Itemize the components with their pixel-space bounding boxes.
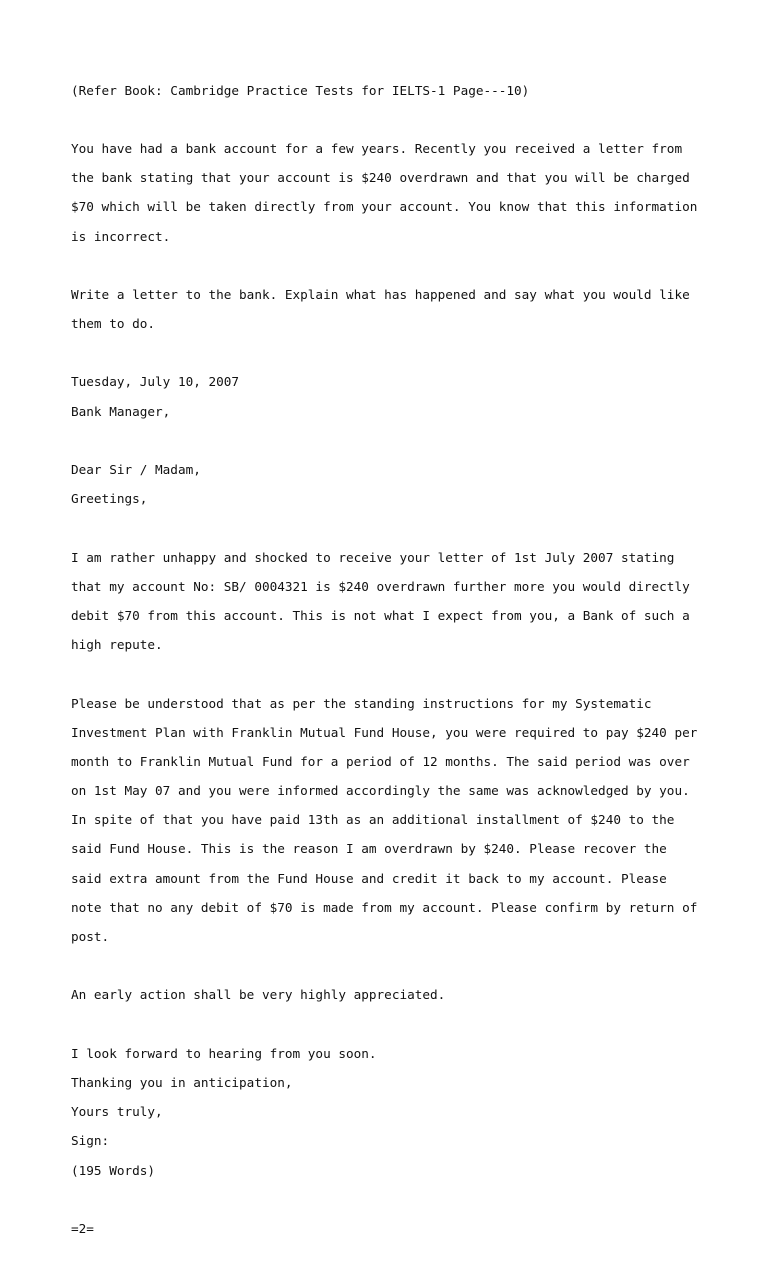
body-line: said Fund House. This is the reason I am overdrawn by $240. Please recover the <box>71 841 667 857</box>
body-line: Investment Plan with Franklin Mutual Fund House, you were required to pay $240 per <box>71 724 698 740</box>
body-line: debit $70 from this account. This is not what I expect from you, a Bank of such a <box>71 607 690 623</box>
task-line: is incorrect. <box>71 228 171 244</box>
body-paragraph-1 <box>71 536 751 667</box>
task-line: You have had a bank account for a few years. Recently you received a letter from <box>71 140 683 156</box>
body-line: high repute. <box>71 637 163 653</box>
letter-salutation: Dear Sir / Madam, <box>71 462 201 478</box>
body-line: said extra amount from the Fund House and credit it back to my account. Please <box>71 870 667 886</box>
task-line: $70 which will be taken directly from your account. You know that this information <box>71 199 698 215</box>
body-paragraph-2 <box>71 682 751 959</box>
task-line: the bank stating that your account is $240 overdrawn and that you will be charged <box>71 170 690 186</box>
letter-greeting: Greetings, <box>71 491 148 507</box>
task-line: them to do. <box>71 316 156 332</box>
task-paragraph-1 <box>71 127 751 258</box>
closing-line: Thanking you in anticipation, <box>71 1074 293 1090</box>
body-line: note that no any debit of $70 is made from my account. Please confirm by return of <box>71 899 698 915</box>
body-line: Please be understood that as per the standing instructions for my Systematic <box>71 695 652 711</box>
task-paragraph-2 <box>71 273 751 346</box>
body-line: on 1st May 07 and you were informed accordingly the same was acknowledged by you. <box>71 783 690 799</box>
task-line: Write a letter to the bank. Explain what has happened and say what you would like <box>71 286 690 302</box>
letter-header <box>71 361 751 434</box>
body-line: An early action shall be very highly appreciated. <box>71 987 446 1003</box>
page-marker: =2= <box>71 1220 94 1236</box>
letter-salutation-block <box>71 448 751 521</box>
word-count: (195 Words) <box>71 1162 156 1178</box>
signature-line: Sign: <box>71 1133 110 1149</box>
body-line: month to Franklin Mutual Fund for a period of 12 months. The said period was over <box>71 753 690 769</box>
letter-recipient: Bank Manager, <box>71 403 171 419</box>
page-marker-block <box>71 1207 751 1251</box>
closing-line: I look forward to hearing from you soon. <box>71 1045 377 1061</box>
body-line: that my account No: SB/ 0004321 is $240 overdrawn further more you would directly <box>71 578 690 594</box>
body-line: I am rather unhappy and shocked to receive your letter of 1st July 2007 stating <box>71 549 675 565</box>
letter-closing <box>71 1032 751 1193</box>
body-line: In spite of that you have paid 13th as an additional installment of $240 to the <box>71 812 675 828</box>
reference-text: (Refer Book: Cambridge Practice Tests for IELTS-1 Page---10) <box>71 82 530 98</box>
closing-line: Yours truly, <box>71 1104 163 1120</box>
body-paragraph-3 <box>71 974 751 1018</box>
letter-date: Tuesday, July 10, 2007 <box>71 374 240 390</box>
reference-line <box>71 69 751 113</box>
letter-page <box>71 69 751 1266</box>
body-line: post. <box>71 929 110 945</box>
